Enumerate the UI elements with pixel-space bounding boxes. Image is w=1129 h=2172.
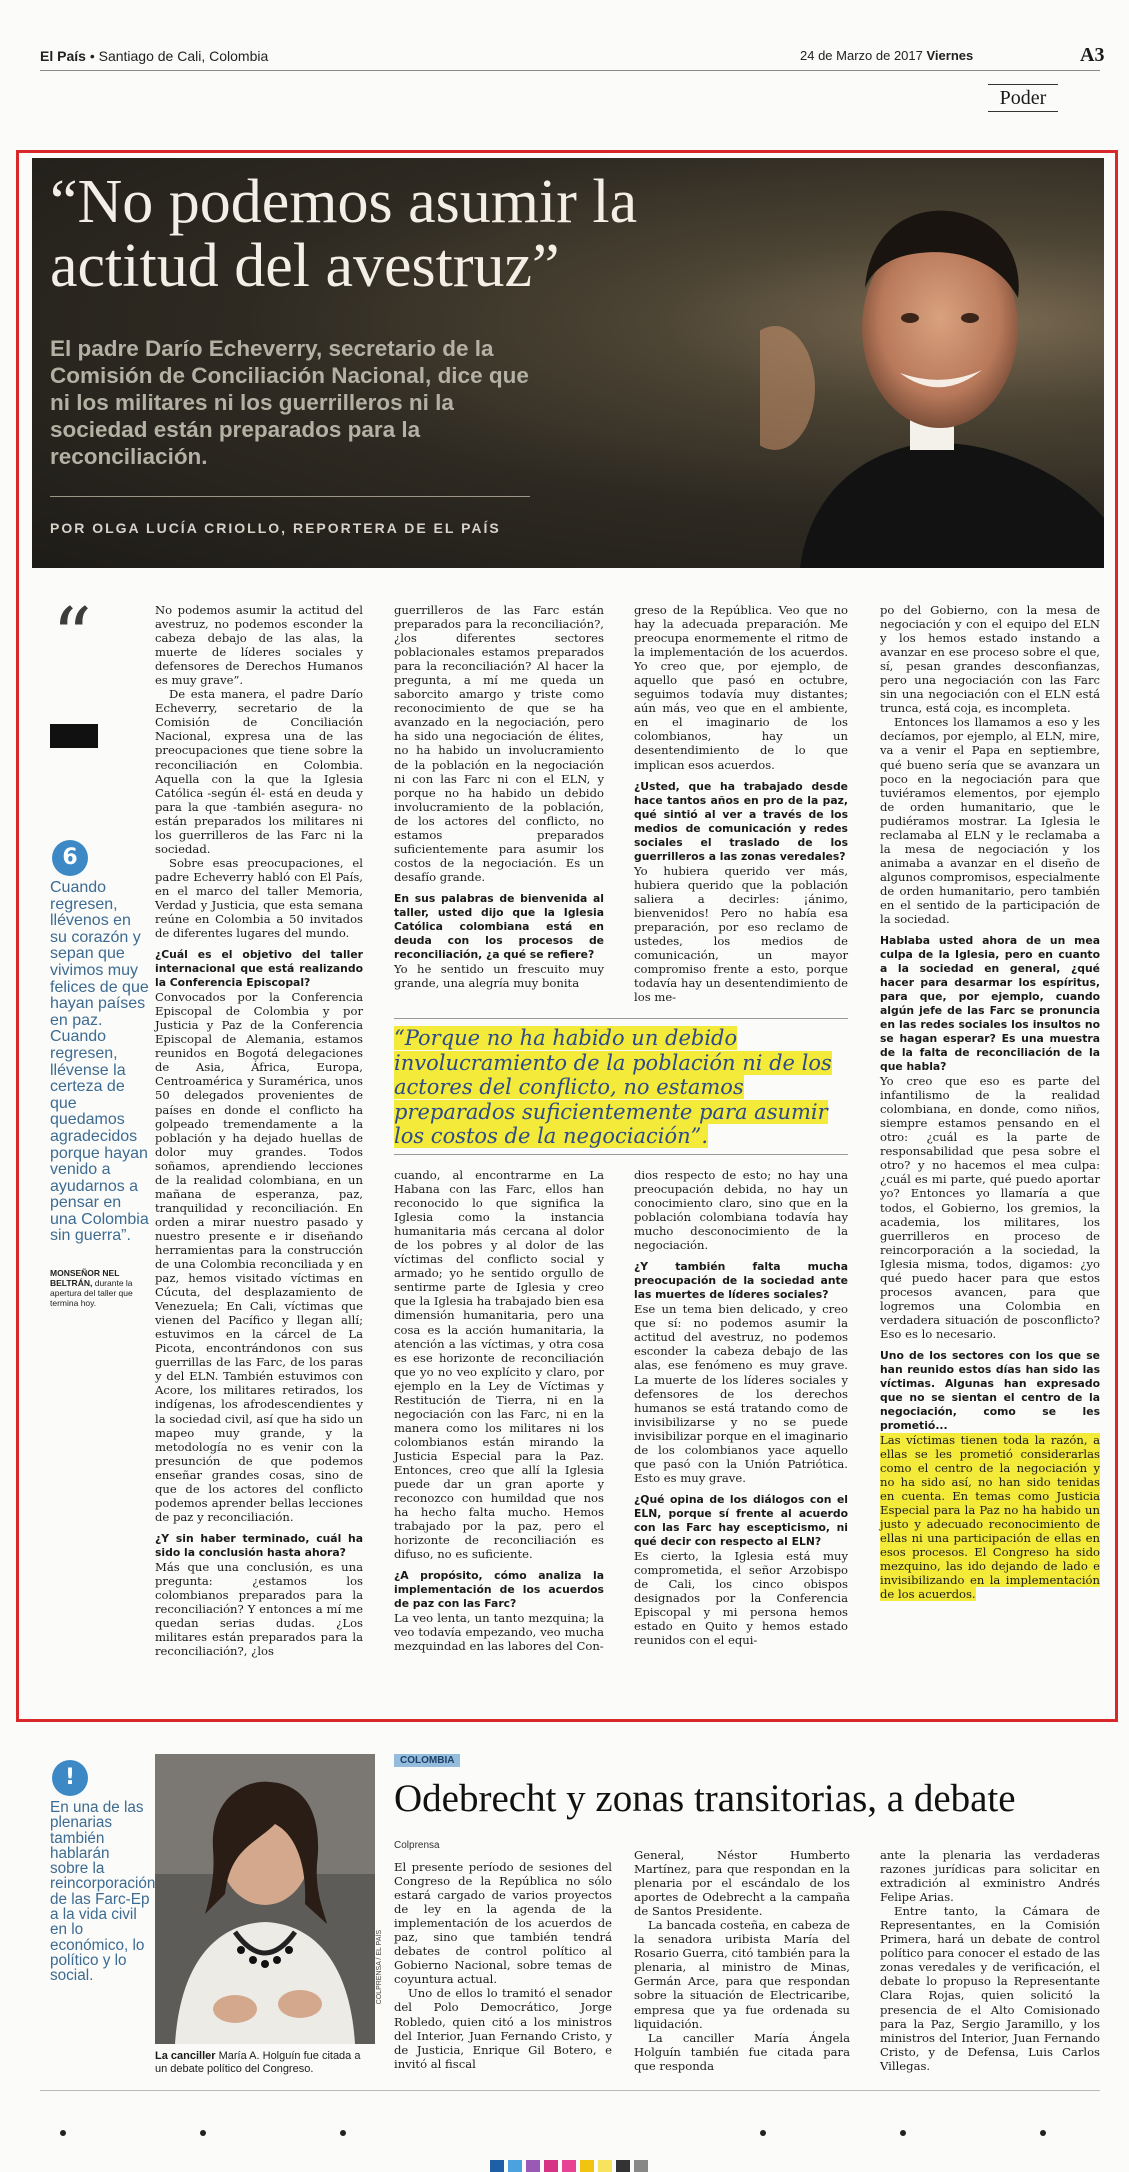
article-column-3-top — [634, 603, 848, 1004]
paragraph: Convocados por la Conferencia Episcopal de Colombia y por Justicia y Paz de la Conferencia Episcopal de Alemania, estamos reunidos en Bogotá delegaciones de Asia, África, Europa, Centroamérica y Suramérica, unos 50 delegados provenientes de países en donde el conflicto ha golpeado tremendamente a la población y ha dejado huellas de dolor muy grandes. Todos soñamos, aprendiendo lecciones de la realidad colombiana, en un mañana de esperanza, paz, tranquilidad y reconciliación. En orden a mirar nuestro pasado y nuestro presente e ir diseñando herramientas para la construcción de una Colombia reconciliada y en paz, hemos visitado víctimas en Cúcuta, del desplazamiento de Venezuela; En Cali, víctimas que vienen del Pacífico y llegan allí; estuvimos en la cárcel de La Picota, encontrándonos con sus guerrillas de las Farc, de los paras y del ELN. También estuvimos con Acore, los militares retirados, los indígenas, los afrodescendientes y la sociedad civil, así que ha sido un mapeo muy grande, y la metodología no es venir con la presunción de que podemos enseñar grandes cosas, sino de que de los actores del conflicto podemos aprender bellas lecciones de paz y reconciliación. — [155, 990, 363, 1524]
registration-mark-icon — [60, 2130, 66, 2136]
paragraph: General, Néstor Humberto Martínez, para que respondan en la plenaria por el escándalo de los aportes de Odebrecht a la campaña de Santos Presidente. — [634, 1848, 850, 1919]
page-header-date — [800, 48, 973, 63]
photo-credit: COLPRENSA / EL PAÍS — [376, 1930, 383, 2005]
interview-question: Uno de los sectores con los que se han reunido estos días han sido las víctimas. Algunas han expresado que no se sientan el centro de la negociación, como se les prometió... — [880, 1348, 1100, 1432]
registration-mark-icon — [900, 2130, 906, 2136]
paragraph: Yo creo que eso es parte del infantilismo de la realidad colombiana, en donde, como niños, siempre estamos pensando en el otro: ¿cuál es la parte de responsabilidad que pesa sobre el otro? y no hacemos el mea culpa: ¿cuál es mi parte, qué puedo aportar yo? Entonces yo llamaría a que todos, el Gobierno, los gremios, la academia, los militares, los guerrilleros en proceso de reincorporación a la sociedad, la Iglesia misma, todos, digamos: ¿yo qué puedo hacer para que estos procesos avancen, para que logremos una Colombia en verdadera situación de posconflicto? Eso es lo necesario. — [880, 1074, 1100, 1341]
article-subhead: El padre Darío Echeverry, secretario de la Comisión de Conciliación Nacional, dice que ni los militares ni los guerrilleros ni la sociedad están preparados para la reconciliación. — [50, 336, 529, 469]
side-quote-author — [50, 1268, 150, 1308]
paragraph: po del Gobierno, con la mesa de negociación y con el equipo del ELN y los hemos estado instando a avanzar en ese proceso sobre el que, sí, pesan grandes desconfianzas, pero una negociación con las Farc sin una negociación con el ELN está trunca, está coja, es incompleta. — [880, 603, 1100, 716]
caption-lead: La canciller — [155, 2050, 216, 2062]
pull-quote — [394, 1026, 848, 1149]
interview-question: En sus palabras de bienvenida al taller, usted dijo que la Iglesia Católica colombiana está en deuda con los procesos de reconciliación, ¿a qué se refiere? — [394, 891, 604, 961]
color-bar-swatch — [490, 2160, 504, 2172]
article-column-2-top — [394, 603, 604, 990]
photo-caption — [155, 2050, 375, 2076]
paragraph: No podemos asumir la actitud del avestruz, no podemos esconder la cabeza debajo de las alas, la muerte de líderes sociales y defensores de Derechos Humanos es muy grave”. — [155, 603, 363, 688]
header-rule — [40, 70, 1100, 71]
subhead-rule — [50, 496, 530, 497]
paragraph: cuando, al encontrarme en La Habana con las Farc, ellos han reconocido lo que significa la Iglesia como la instancia humanitaria más cercana al dolor de los pobres y al dolor de las víctimas del conflicto social y armado; yo he sentido orgullo de sentirme parte de Iglesia y creo que la Iglesia ha trabajado bien esa dimensión humanitaria, pero una cosa es la acción humanitaria, la atención a las víctimas, y otra cosa es ese horizonte de reconciliación que yo no veo explícito y claro, por ejemplo en la Ley de Víctimas y Restitución de Tierra, ni en la negociación con las Farc, ni en la manera como los militares ni los colombianos están mirando la Justicia Especial para la Paz. Entonces, creo que allí la Iglesia puede dar un gran aporte y reconozco con humildad que nos ha hecho falta mucho. Hemos trabajado por la paz, pero el horizonte de reconciliación es difuso, no es suficiente. — [394, 1168, 604, 1562]
newspaper-name: El País — [40, 48, 86, 64]
exclamation-icon: ! — [52, 1760, 88, 1796]
paragraph: Yo hubiera querido ver más, hubiera querido que la población saliera a decirles: ¡ánimo, bienvenidos! Pero no había esa preparación, por eso reclamo de ustedes, los medios de comunicación, un mayor compromiso frente a esto, porque todavía hay un desentendimiento de los me- — [634, 863, 848, 1004]
header-separator: • — [89, 48, 95, 64]
paragraph: Es cierto, la Iglesia está muy comprometida, el señor Arzobispo de Cali, los cinco obispos designados por la Conferencia Episcopal y mi persona hemos estado en Quito y hemos estado reunidos con el equi- — [634, 1548, 848, 1648]
color-bar-swatch — [544, 2160, 558, 2172]
article-byline: POR OLGA LUCÍA CRIOLLO, REPORTERA DE EL PAÍS — [50, 520, 501, 536]
section-kicker: COLOMBIA — [394, 1754, 460, 1767]
second-column-3 — [880, 1848, 1100, 2073]
header-weekday: Viernes — [926, 48, 974, 63]
paragraph: El presente período de sesiones del Congreso de la República no sólo estará cargado de varios proyectos de ley en la agenda de la implementación de los acuerdos de paz, sino que también tendrá debates de control político al Gobierno Nacional, sobre temas de coyuntura actual. — [394, 1860, 612, 1987]
paragraph: Yo he sentido un frescuito muy grande, una alegría muy bonita — [394, 961, 604, 990]
paragraph: Entre tanto, la Cámara de Representantes, en la Comisión Primera, hará un debate de control político para conocer el estado de las zonas veredales y de verificación, el debate lo propuso la Representante Clara Rojas, quien solicitó la presencia de el Alto Comisionado para la Paz, Sergio Jaramillo, y los ministros del Interior, Juan Fernando Cristo, y de Defensa, Luis Carlos Villegas. — [880, 1904, 1100, 2073]
color-bar-swatch — [634, 2160, 648, 2172]
paragraph: Uno de ellos lo tramitó el senador del Polo Democrático, Jorge Robledo, quien citó a los ministros del Interior, Juan Fernando Cristo, y de Justicia, Enrique Gil Botero, e invitó al fiscal — [394, 1986, 612, 2071]
color-bar-swatch — [580, 2160, 594, 2172]
paragraph: greso de la República. Veo que no hay la adecuada preparación. Me preocupa enormemente el ritmo de la implementación de los acuerdos. Yo creo que, por ejemplo, de aquello que pasó en octubre, seguimos todavía muy distantes; aún más, veo que en el ambiente, en el imaginario de los colombianos, hay un desentendimiento de lo que implican esos acuerdos. — [634, 603, 848, 772]
page-number: A3 — [1080, 44, 1105, 66]
second-headline: Odebrecht y zonas transitorias, a debate — [394, 1777, 1016, 1820]
header-date: 24 de Marzo de 2017 — [800, 48, 923, 63]
paragraph: La veo lenta, un tanto mezquina; la veo todavía empezando, veo mucha mezquindad en las labores del Con- — [394, 1611, 604, 1654]
highlighted-answer: Las víctimas tienen toda la razón, a ellas se les prometió considerarlas como el centro de la negociación y no ha sido así, no han sido tenidas en cuenta. En temas como Justicia Especial para la Paz no ha habido un justo y adecuado reconocimiento de ellas ni una participación de ellas en esos procesos. El Congreso ha sido mezquino, las ido dejando de lado e invisibilizando en la implementación de los acuerdos. — [880, 1432, 1100, 1602]
paragraph: La canciller María Ángela Holguín también fue citada para que responda — [634, 2030, 850, 2073]
article-column-1 — [155, 603, 363, 1658]
paragraph: Sobre esas preocupaciones, el padre Echeverry habló con El País, en el marco del taller Memoria, Verdad y Justicia, que esta semana reúne en Colombia a 50 invitados de diferentes lugares del mundo. — [155, 855, 363, 941]
paragraph: Ese un tema bien delicado, y creo que sí: no podemos asumir la actitud del avestruz, no podemos esconder la cabeza debajo de las alas, ese fenómeno es muy grave. La muerte de los líderes sociales y defensores de los derechos humanos se está tratando como de invisibilizarse y no se puede invisibilizar porque en el imaginario de los colombianos yace aquello que pasó con la Unión Patriótica. Esto es muy grave. — [634, 1302, 848, 1485]
paragraph: dios respecto de esto; no hay una preocupación debida, no hay un conocimiento claro, sino que en la población colombiana todavía hay mucho desconocimiento de la negociación. — [634, 1168, 848, 1253]
article-column-3-bottom — [634, 1168, 848, 1647]
paragraph: Más que una conclusión, es una pregunta: ¿estamos los colombianos preparados para la reconciliación? Y entonces a mí me quedan serias dudas. ¿Los militares están preparados para la reconciliación?, ¿los — [155, 1559, 363, 1659]
paragraph: De esta manera, el padre Darío Echeverry, secretario de la Comisión de Conciliación Nacional, expresa una de las preocupaciones que tiene sobre la reconciliación en Colombia. Aquella con la que la Iglesia Católica -según él- está en deuda y para la que -también asegura- no están preparados los militares ni los guerrilleros de las Farc ni la sociedad. — [155, 687, 363, 856]
interview-question: Hablaba usted ahora de un mea culpa de la Iglesia, pero en cuanto a la sociedad en general, ¿qué hacer para desarmar los espíritus, para que, por ejemplo, cuando algún jefe de las Farc se pronuncia en las redes sociales los insultos no se hagan esperar? Es una muestra de la falta de reconciliación de la que habla? — [880, 934, 1100, 1074]
page-bottom-rule — [40, 2090, 1100, 2091]
pull-quote-rule-top — [394, 1018, 848, 1019]
side-quote: Cuando regresen, llévenos en su corazón y sepan que vivimos muy felices de que hayan países en paz. Cuando regresen, llévense la certeza de que quedamos agradecidos porque hayan venido a ayudarnos a pensar en una Colombia sin guerra”. — [50, 879, 149, 1245]
registration-mark-icon — [200, 2130, 206, 2136]
paragraph: La bancada costeña, en cabeza de la senadora uribista María del Rosario Guerra, citó también para la plenaria, al ministro de Minas, Germán Arce, para que respondan sobre la situación de Electricaribe, empresa que ya fue ordenada su liquidación. — [634, 1918, 850, 2031]
registration-mark-icon — [760, 2130, 766, 2136]
quote-number-icon: 6 — [52, 840, 88, 876]
color-bar-swatch — [598, 2160, 612, 2172]
paragraph: Entonces los llamamos a eso y les decíamos, por ejemplo, al ELN, mire, va a venir el Papa en septiembre, qué bueno sería que se avanzara un poco en la negociación para que tuviéramos elementos, por ejemplo de orden humanitario, que le pudiéramos mostrar. La Iglesia le reclamaba al ELN y le reclamaba a la mesa de negociación y los animaba a avanzar en el diseño de algunos compromisos, especialmente de orden humanitario, pero también en el sentido de la participación de la sociedad. — [880, 715, 1100, 927]
side-author-name: MONSEÑOR NEL BELTRÁN, — [50, 1268, 120, 1288]
interview-question: ¿Qué opina de los diálogos con el ELN, porque sí frente al acuerdo con las Farc hay escepticismo, ni qué decir con respecto al ELN? — [634, 1492, 848, 1548]
article-headline: “No podemos asumir la actitud del avestruz” — [50, 168, 638, 300]
color-bar-swatch — [616, 2160, 630, 2172]
pull-quote-text: “Porque no ha habido un debido involucramiento de la población ni de los actores del conflicto, no estamos preparados suficientemente para asumir los costos de la negociación”. — [394, 1026, 832, 1149]
second-byline: Colprensa — [394, 1840, 440, 1851]
paragraph: guerrilleros de las Farc están preparados para la reconciliación?, ¿los diferentes sectores poblacionales estamos preparados para la reconciliación? Al hacer la pregunta, a mí me queda un saborcito amargo y triste como reconocimiento de que se ha avanzado en la negociación, pero ha sido una negociación de élites, no ha habido un involucramiento de la población en la negociación ni con las Farc ni con el ELN, y porque no ha habido un debido involucramiento de la población, de los actores del conflicto, no estamos preparados suficientemente para asumir los costos de la negociación. Es un desafío grande. — [394, 603, 604, 884]
color-bar-swatch — [526, 2160, 540, 2172]
color-bar-swatch — [508, 2160, 522, 2172]
interview-question: ¿A propósito, cómo analiza la implementación de los acuerdos de paz con las Farc? — [394, 1569, 604, 1611]
page-header-left — [40, 48, 268, 64]
holguin-photo — [155, 1754, 375, 2044]
paragraph: ante la plenaria las verdaderas razones jurídicas para solicitar en extradición al exministro Andrés Felipe Arias. — [880, 1848, 1100, 1905]
second-side-note: En una de las plenarias también hablarán sobre la reincorporación de las Farc-Ep a la vida civil en lo económico, lo político y lo social. — [50, 1799, 156, 1985]
interview-question: ¿Y sin haber terminado, cuál ha sido la conclusión hasta ahora? — [155, 1531, 363, 1559]
section-tag: Poder — [988, 84, 1058, 112]
pull-quote-rule-bottom — [394, 1154, 848, 1155]
black-bar — [50, 724, 98, 748]
color-bar-swatch — [562, 2160, 576, 2172]
article-column-4 — [880, 603, 1100, 1602]
side-author-desc: durante la apertura del taller que termina hoy. — [50, 1278, 133, 1308]
interview-question: ¿Y también falta mucha preocupación de la sociedad ante las muertes de líderes sociales? — [634, 1260, 848, 1302]
second-column-2 — [634, 1848, 850, 2073]
second-column-1 — [394, 1860, 612, 2071]
interview-question: ¿Cuál es el objetivo del taller internacional que está realizando la Conferencia Episcopal? — [155, 948, 363, 990]
priest-photo — [760, 158, 1104, 568]
caption-text: María A. Holguín fue citada a un debate político del Congreso. — [155, 2050, 361, 2075]
registration-mark-icon — [1040, 2130, 1046, 2136]
registration-mark-icon — [340, 2130, 346, 2136]
quote-mark-icon: “ — [52, 592, 92, 682]
article-column-2-bottom — [394, 1168, 604, 1653]
header-location: Santiago de Cali, Colombia — [98, 48, 269, 64]
interview-question: ¿Usted, que ha trabajado desde hace tantos años en pro de la paz, qué sintió al ver a través de los medios de comunicación y redes sociales el traslado de los guerrilleros a las zonas veredales? — [634, 779, 848, 863]
